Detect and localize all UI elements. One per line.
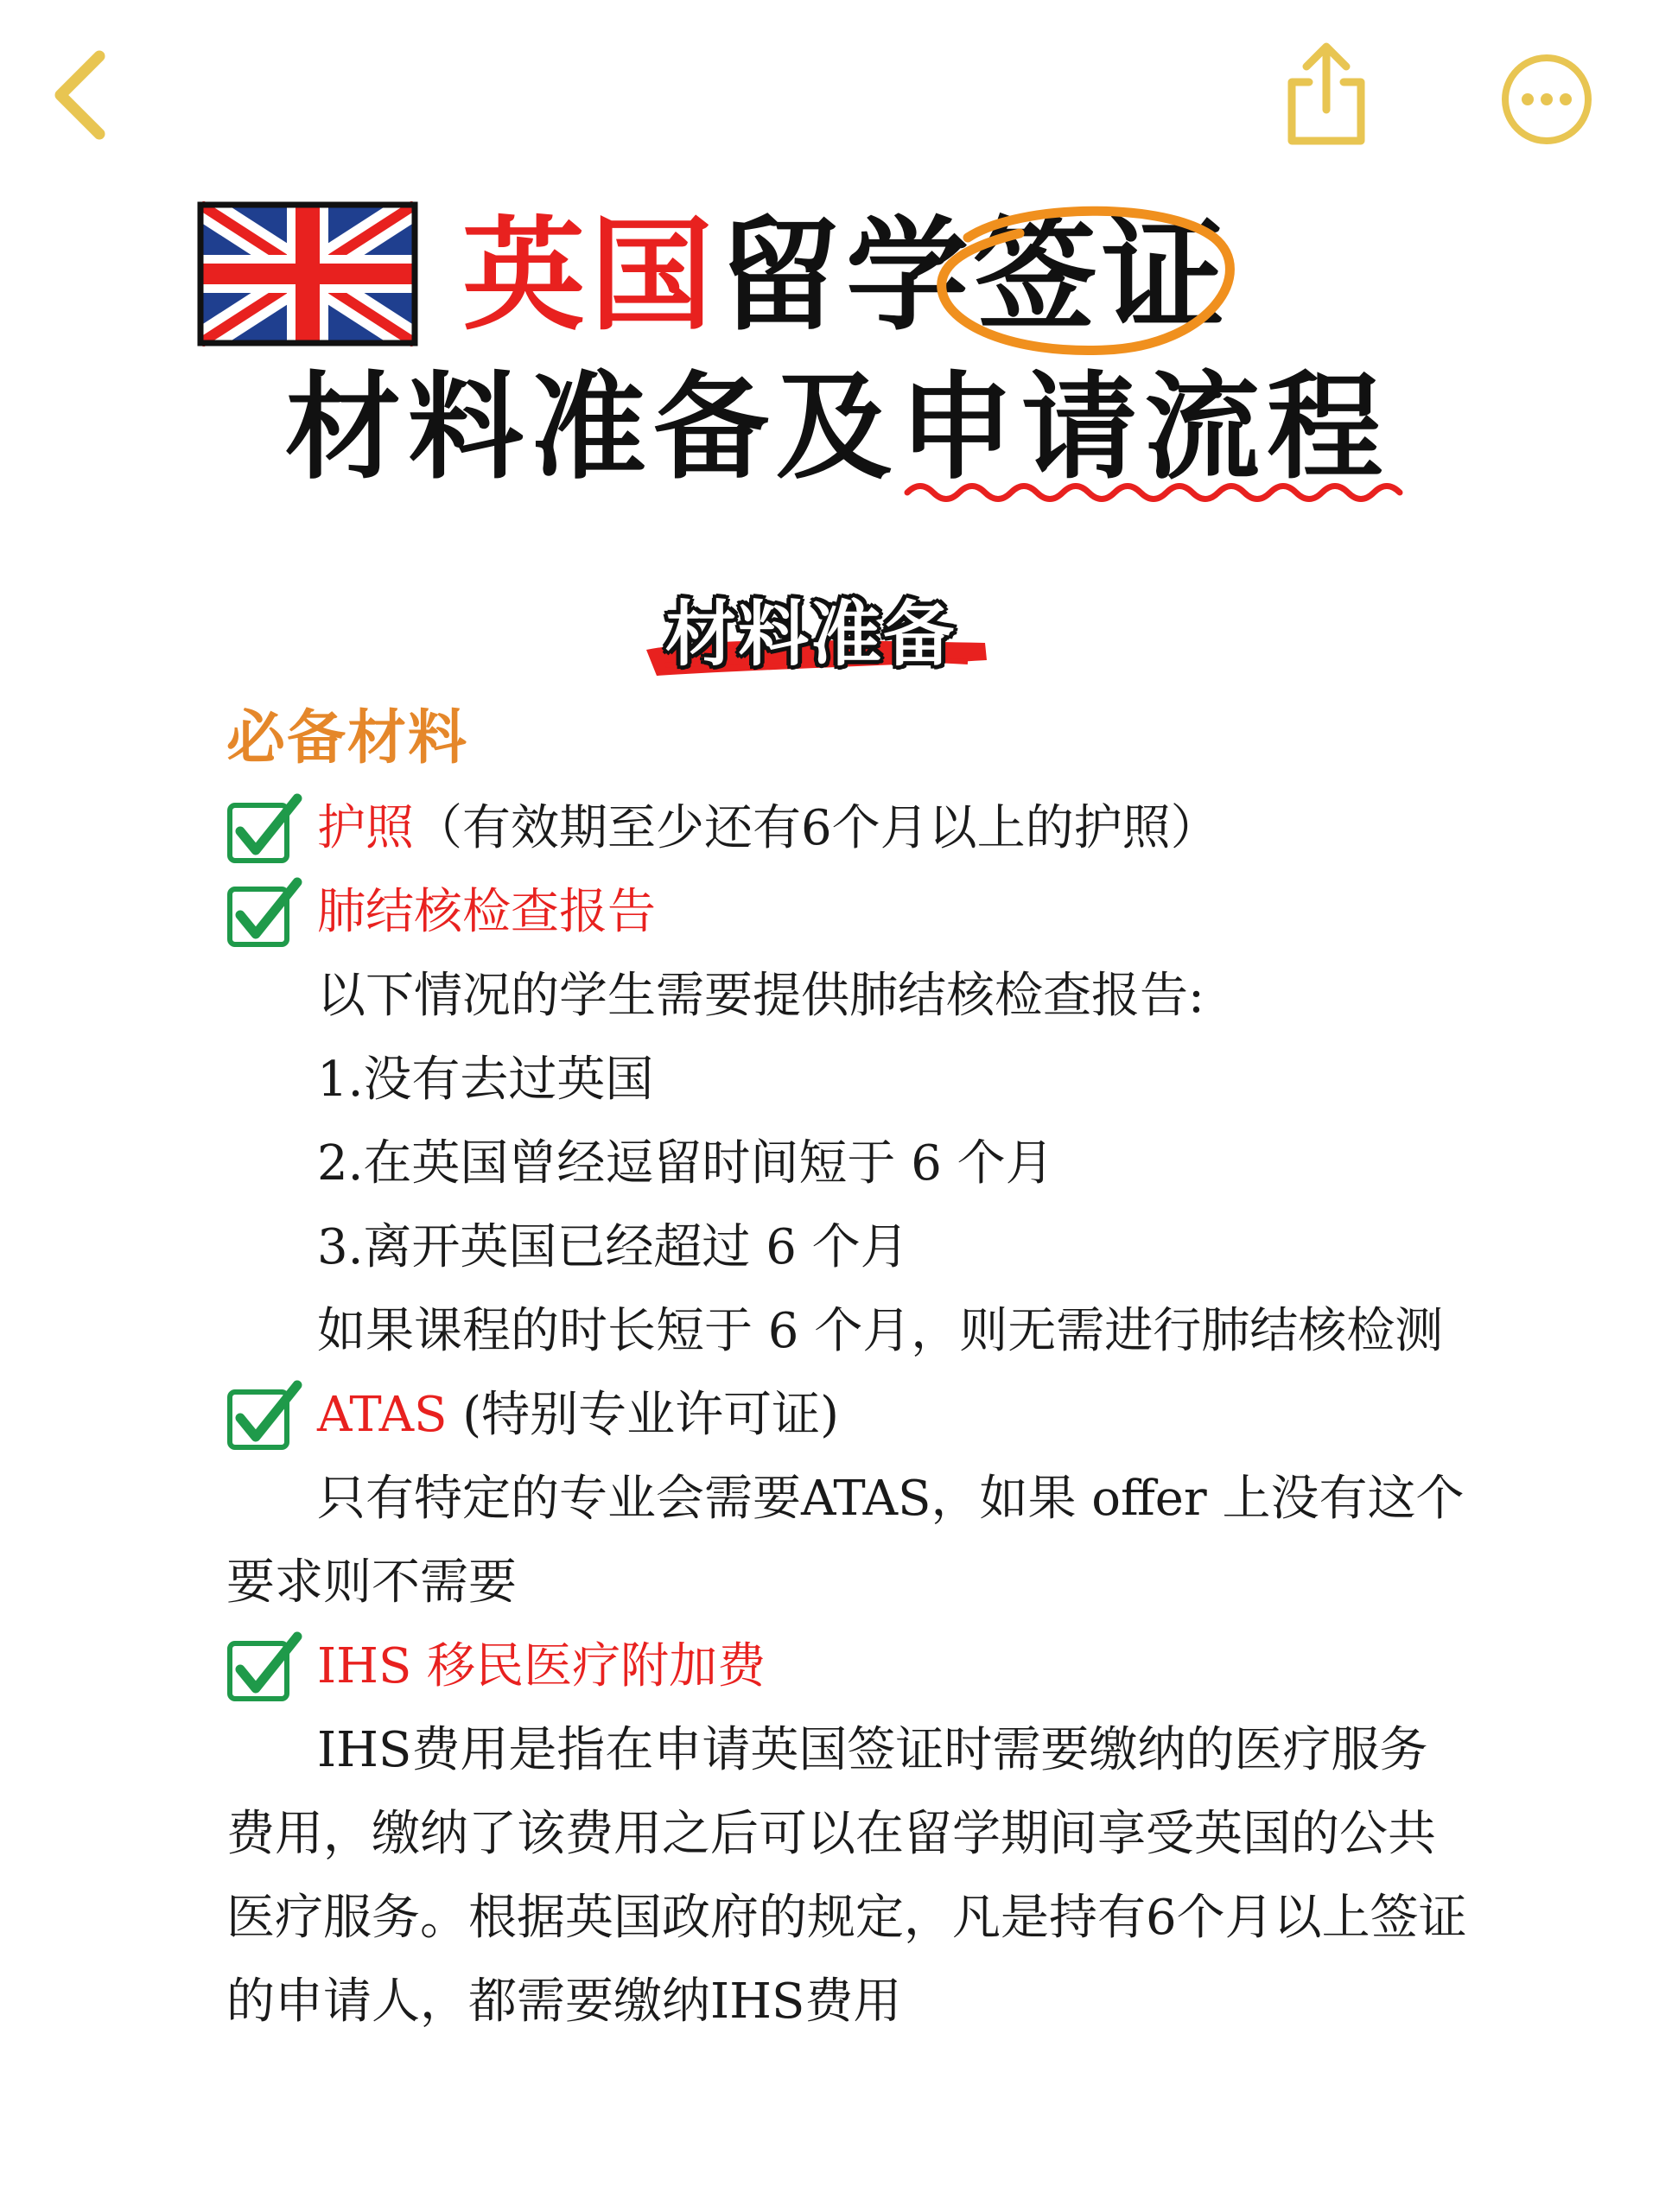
wavy-underline-icon xyxy=(903,475,1413,510)
top-toolbar xyxy=(0,0,1659,199)
chevron-left-icon xyxy=(48,48,117,143)
tb-point-2: 2.在英国曾经逗留时间短于 6 个月 xyxy=(317,1135,1054,1192)
item-title: 护照 xyxy=(317,800,414,856)
more-icon xyxy=(1499,52,1594,147)
tb-point-1: 1.没有去过英国 xyxy=(317,1052,654,1108)
tb-point-3: 3.离开英国已经超过 6 个月 xyxy=(317,1219,909,1275)
item-note: （有效期至少还有6个月以上的护照） xyxy=(414,800,1219,856)
more-button[interactable] xyxy=(1499,52,1594,147)
uk-flag-icon xyxy=(197,201,418,346)
tb-intro: 以下情况的学生需要提供肺结核检查报告: xyxy=(317,968,1205,1024)
item-title: 肺结核检查报告 xyxy=(317,884,656,940)
ihs-description: IHS费用是指在申请英国签证时需要缴纳的医疗服务费用，缴纳了该费用之后可以在留学期间享受英国的公共医疗服务。根据英国政府的规定，凡是持有6个月以上签证的申请人，都需要缴纳IHS费用 xyxy=(226,1722,1467,2030)
section-heading-block xyxy=(639,588,1002,700)
main-content xyxy=(226,691,1488,2044)
page-title-line1 xyxy=(462,203,1230,350)
checkbox-checked-icon xyxy=(226,877,302,950)
checkbox-checked-icon xyxy=(226,1380,302,1452)
checkbox-checked-icon xyxy=(226,1631,302,1704)
share-button[interactable] xyxy=(1279,39,1374,151)
list-item-passport xyxy=(226,786,1488,870)
item-note: (特别专业许可证) xyxy=(447,1387,839,1443)
item-title: IHS 移民医疗附加费 xyxy=(317,1638,766,1694)
share-icon xyxy=(1279,39,1374,151)
title-block xyxy=(0,186,1659,514)
subheading-required-materials: 必备材料 xyxy=(226,704,469,772)
title-red-text: 英国 xyxy=(462,205,718,347)
atas-description: 只有特定的专业会需要ATAS，如果 offer 上没有这个要求则不需要 xyxy=(226,1471,1465,1611)
title-black-text: 留学 xyxy=(718,205,974,347)
page-title-line2: 材料准备及申请流程 xyxy=(285,360,1390,495)
back-button[interactable] xyxy=(48,48,117,143)
list-item-atas xyxy=(226,1373,1488,1457)
item-title: ATAS xyxy=(317,1387,448,1443)
section-heading: 材料准备 xyxy=(665,594,957,676)
checkbox-checked-icon xyxy=(226,793,302,866)
list-item-ihs xyxy=(226,1624,1488,1708)
title-circled-text: 签证 xyxy=(974,205,1230,347)
tb-exception: 如果课程的时长短于 6 个月，则无需进行肺结核检测 xyxy=(317,1303,1444,1359)
list-item-tb-report xyxy=(226,870,1488,954)
